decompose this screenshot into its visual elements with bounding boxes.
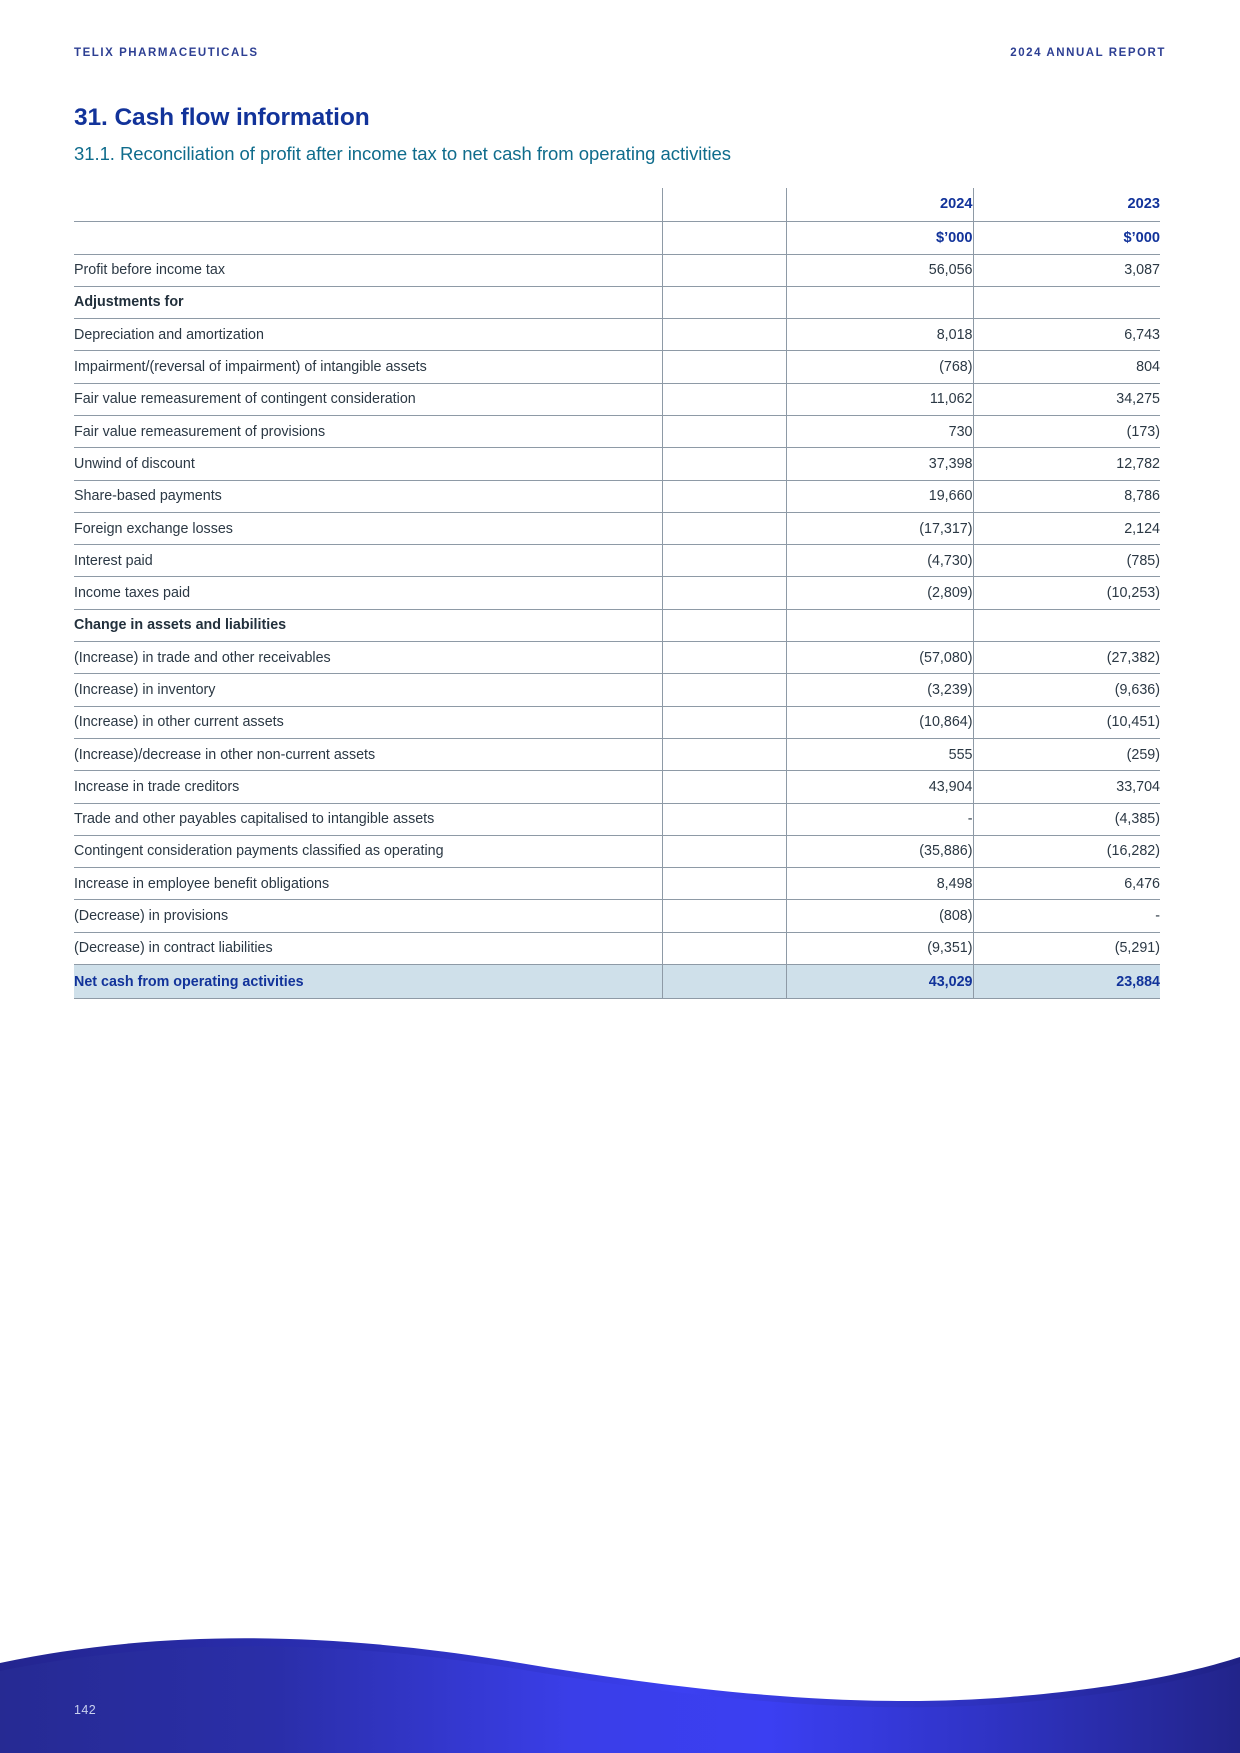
row-label: (Increase)/decrease in other non-current assets bbox=[74, 738, 662, 770]
row-note bbox=[662, 480, 786, 512]
row-value-2024: 8,018 bbox=[786, 319, 973, 351]
row-note bbox=[662, 932, 786, 964]
wave-path-front bbox=[0, 1646, 1240, 1753]
table-row bbox=[74, 480, 1160, 512]
row-label: Unwind of discount bbox=[74, 448, 662, 480]
row-label: Contingent consideration payments classified as operating bbox=[74, 835, 662, 867]
row-value-2024: - bbox=[786, 803, 973, 835]
row-label: Profit before income tax bbox=[74, 254, 662, 286]
row-label: Depreciation and amortization bbox=[74, 319, 662, 351]
row-label: Trade and other payables capitalised to intangible assets bbox=[74, 803, 662, 835]
row-note bbox=[662, 868, 786, 900]
wave-svg bbox=[0, 1593, 1240, 1753]
row-value-2023: 6,743 bbox=[973, 319, 1160, 351]
row-note bbox=[662, 512, 786, 544]
header-cell-blank bbox=[74, 188, 662, 221]
row-value-2024: 555 bbox=[786, 738, 973, 770]
row-note bbox=[662, 803, 786, 835]
row-label: Foreign exchange losses bbox=[74, 512, 662, 544]
row-value-2023: 33,704 bbox=[973, 771, 1160, 803]
table-row bbox=[74, 577, 1160, 609]
table-row bbox=[74, 803, 1160, 835]
row-note bbox=[662, 577, 786, 609]
header-cell-year-2024: 2024 bbox=[786, 188, 973, 221]
row-value-2024: 43,029 bbox=[786, 965, 973, 999]
table-row bbox=[74, 771, 1160, 803]
row-value-2023: (785) bbox=[973, 545, 1160, 577]
row-value-2024: 37,398 bbox=[786, 448, 973, 480]
row-note bbox=[662, 965, 786, 999]
table-row bbox=[74, 642, 1160, 674]
table-row bbox=[74, 512, 1160, 544]
row-value-2023: 23,884 bbox=[973, 965, 1160, 999]
row-value-2023: (259) bbox=[973, 738, 1160, 770]
row-label: Adjustments for bbox=[74, 286, 662, 318]
row-value-2023: 804 bbox=[973, 351, 1160, 383]
table-row bbox=[74, 448, 1160, 480]
row-value-2024: 19,660 bbox=[786, 480, 973, 512]
row-note bbox=[662, 448, 786, 480]
row-value-2023: 8,786 bbox=[973, 480, 1160, 512]
row-note bbox=[662, 738, 786, 770]
header-cell-note-2 bbox=[662, 221, 786, 254]
row-note bbox=[662, 383, 786, 415]
row-value-2024: (4,730) bbox=[786, 545, 973, 577]
row-value-2023: 6,476 bbox=[973, 868, 1160, 900]
row-note bbox=[662, 286, 786, 318]
row-note bbox=[662, 706, 786, 738]
table-body bbox=[74, 254, 1160, 999]
row-value-2023: (16,282) bbox=[973, 835, 1160, 867]
row-label: Interest paid bbox=[74, 545, 662, 577]
table-row bbox=[74, 319, 1160, 351]
row-value-2023 bbox=[973, 286, 1160, 318]
table-header-row-years bbox=[74, 188, 1160, 221]
running-header-company: TELIX PHARMACEUTICALS bbox=[74, 47, 259, 59]
table-section-heading-row bbox=[74, 286, 1160, 318]
row-note bbox=[662, 771, 786, 803]
row-value-2024 bbox=[786, 286, 973, 318]
page-title: 31. Cash flow information bbox=[74, 104, 370, 131]
footer-wave-graphic bbox=[0, 1593, 1240, 1753]
row-value-2023: (10,253) bbox=[973, 577, 1160, 609]
row-note bbox=[662, 674, 786, 706]
row-value-2024: 56,056 bbox=[786, 254, 973, 286]
row-label: (Increase) in trade and other receivables bbox=[74, 642, 662, 674]
header-cell-units-2023: $’000 bbox=[973, 221, 1160, 254]
row-note bbox=[662, 642, 786, 674]
row-value-2024: (57,080) bbox=[786, 642, 973, 674]
row-label: Income taxes paid bbox=[74, 577, 662, 609]
row-value-2024: (10,864) bbox=[786, 706, 973, 738]
row-value-2023: 2,124 bbox=[973, 512, 1160, 544]
row-label: (Decrease) in contract liabilities bbox=[74, 932, 662, 964]
row-value-2023 bbox=[973, 609, 1160, 641]
row-label: Increase in employee benefit obligations bbox=[74, 868, 662, 900]
row-label: Increase in trade creditors bbox=[74, 771, 662, 803]
row-label: Share-based payments bbox=[74, 480, 662, 512]
table-total-row bbox=[74, 965, 1160, 999]
row-value-2023: (5,291) bbox=[973, 932, 1160, 964]
header-cell-year-2023: 2023 bbox=[973, 188, 1160, 221]
row-value-2023: (173) bbox=[973, 415, 1160, 447]
row-value-2023: (10,451) bbox=[973, 706, 1160, 738]
page-number: 142 bbox=[74, 1703, 97, 1717]
row-note bbox=[662, 609, 786, 641]
row-label: Impairment/(reversal of impairment) of intangible assets bbox=[74, 351, 662, 383]
row-value-2024: 8,498 bbox=[786, 868, 973, 900]
row-label: Fair value remeasurement of contingent consideration bbox=[74, 383, 662, 415]
row-label: Change in assets and liabilities bbox=[74, 609, 662, 641]
row-value-2024: (768) bbox=[786, 351, 973, 383]
row-value-2024: (808) bbox=[786, 900, 973, 932]
row-value-2024: (17,317) bbox=[786, 512, 973, 544]
row-label: (Increase) in inventory bbox=[74, 674, 662, 706]
row-value-2024: (9,351) bbox=[786, 932, 973, 964]
row-note bbox=[662, 545, 786, 577]
row-note bbox=[662, 415, 786, 447]
row-value-2024: 11,062 bbox=[786, 383, 973, 415]
table-row bbox=[74, 415, 1160, 447]
row-label: Fair value remeasurement of provisions bbox=[74, 415, 662, 447]
row-value-2024: 43,904 bbox=[786, 771, 973, 803]
row-note bbox=[662, 835, 786, 867]
row-value-2023: 12,782 bbox=[973, 448, 1160, 480]
table-head bbox=[74, 188, 1160, 254]
table-row bbox=[74, 254, 1160, 286]
table-row bbox=[74, 706, 1160, 738]
cash-flow-reconciliation-table bbox=[74, 188, 1160, 999]
row-value-2024 bbox=[786, 609, 973, 641]
table-row bbox=[74, 383, 1160, 415]
row-note bbox=[662, 351, 786, 383]
table-row bbox=[74, 674, 1160, 706]
table-row bbox=[74, 351, 1160, 383]
header-cell-note bbox=[662, 188, 786, 221]
table-row bbox=[74, 545, 1160, 577]
row-value-2024: 730 bbox=[786, 415, 973, 447]
row-value-2023: (9,636) bbox=[973, 674, 1160, 706]
running-header-report: 2024 ANNUAL REPORT bbox=[1010, 47, 1166, 59]
row-value-2023: (4,385) bbox=[973, 803, 1160, 835]
table-row bbox=[74, 868, 1160, 900]
table-row bbox=[74, 932, 1160, 964]
row-label: Net cash from operating activities bbox=[74, 965, 662, 999]
running-header bbox=[74, 47, 1166, 59]
row-note bbox=[662, 319, 786, 351]
row-value-2023: 34,275 bbox=[973, 383, 1160, 415]
row-label: (Decrease) in provisions bbox=[74, 900, 662, 932]
table-row bbox=[74, 835, 1160, 867]
row-value-2023: 3,087 bbox=[973, 254, 1160, 286]
row-value-2024: (35,886) bbox=[786, 835, 973, 867]
row-value-2024: (3,239) bbox=[786, 674, 973, 706]
header-cell-units-2024: $’000 bbox=[786, 221, 973, 254]
row-value-2023: - bbox=[973, 900, 1160, 932]
table-row bbox=[74, 738, 1160, 770]
header-cell-blank-2 bbox=[74, 221, 662, 254]
table-section-heading-row bbox=[74, 609, 1160, 641]
section-subtitle: 31.1. Reconciliation of profit after income tax to net cash from operating activities bbox=[74, 143, 731, 164]
row-note bbox=[662, 254, 786, 286]
table-header-row-units bbox=[74, 221, 1160, 254]
row-label: (Increase) in other current assets bbox=[74, 706, 662, 738]
row-value-2023: (27,382) bbox=[973, 642, 1160, 674]
row-value-2024: (2,809) bbox=[786, 577, 973, 609]
table-row bbox=[74, 900, 1160, 932]
row-note bbox=[662, 900, 786, 932]
